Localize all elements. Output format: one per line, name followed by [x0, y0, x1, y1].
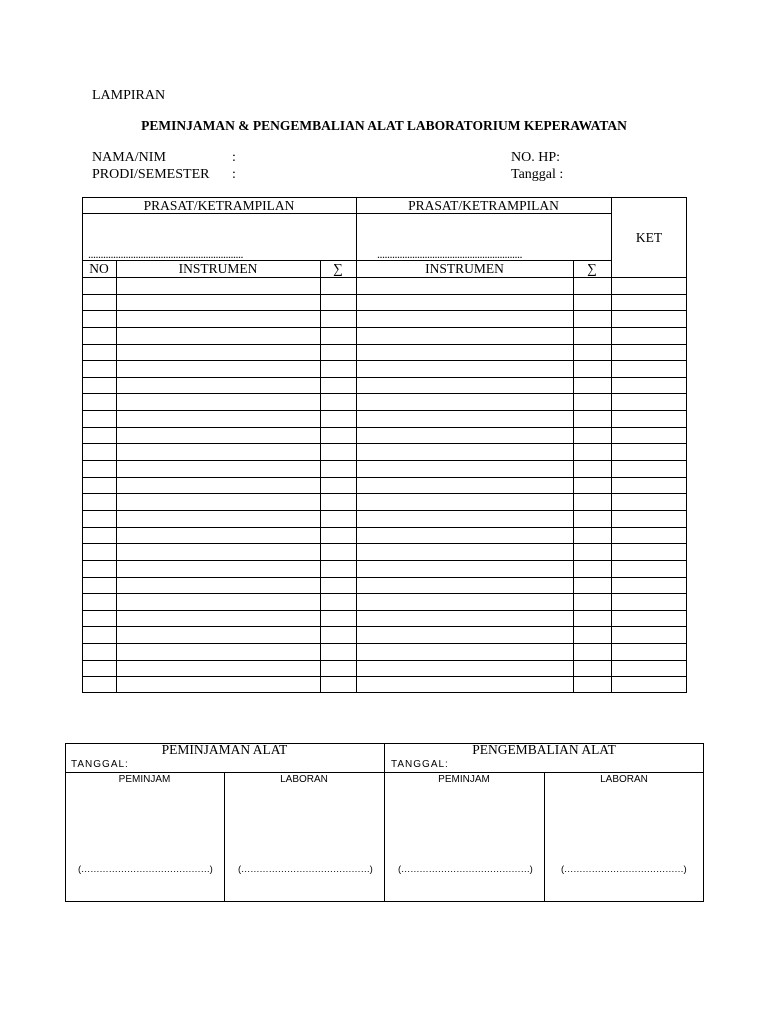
table-row[interactable]	[82, 660, 687, 661]
signature-right-divider	[544, 772, 545, 902]
tanggal-label: Tanggal :	[511, 167, 564, 182]
ket-divider	[611, 197, 612, 693]
col-instrumen-left-label: INSTRUMEN	[178, 261, 258, 276]
col-sum-right-label: ∑	[587, 261, 597, 276]
middle-divider	[356, 197, 357, 693]
prasat-right-field[interactable]: ..........................................................	[377, 249, 522, 259]
col-no-label: NO	[89, 261, 109, 276]
pengembalian-alat-label: PENGEMBALIAN ALAT	[472, 742, 616, 757]
prasat-left-label: PRASAT/KETRAMPILAN	[143, 198, 295, 213]
table-row[interactable]	[82, 477, 687, 478]
peminjaman-alat-label: PEMINJAMAN ALAT	[161, 742, 288, 757]
table-row[interactable]	[82, 610, 687, 611]
table-row[interactable]	[82, 327, 687, 328]
table-row[interactable]	[82, 593, 687, 594]
table-row[interactable]	[82, 626, 687, 627]
signature-table	[65, 743, 704, 902]
signature-peminjam-right[interactable]: (……………………………………)	[398, 864, 533, 875]
prodi-semester-label: PRODI/SEMESTER	[92, 167, 210, 182]
table-row[interactable]	[82, 443, 687, 444]
signature-peminjam-left[interactable]: (……………………………………)	[78, 864, 213, 875]
table-row[interactable]	[82, 643, 687, 644]
laboran-left-label: LABORAN	[280, 774, 328, 785]
column-header-divider-bottom	[82, 277, 687, 278]
tanggal-pengembalian-label: TANGGAL:	[391, 759, 449, 770]
table-row[interactable]	[82, 676, 687, 677]
col-sum-left-label: ∑	[333, 261, 343, 276]
table-row[interactable]	[82, 410, 687, 411]
table-row[interactable]	[82, 377, 687, 378]
peminjam-left-label: PEMINJAM	[118, 774, 171, 785]
table-row[interactable]	[82, 360, 687, 361]
table-row[interactable]	[82, 510, 687, 511]
signature-laboran-right[interactable]: (…………………………………)	[561, 864, 687, 875]
table-row[interactable]	[82, 543, 687, 544]
ket-label: KET	[635, 230, 663, 245]
signature-middle-divider	[384, 743, 385, 902]
table-row[interactable]	[82, 393, 687, 394]
lampiran-label: LAMPIRAN	[92, 88, 166, 103]
prasat-right-label: PRASAT/KETRAMPILAN	[408, 198, 559, 213]
table-row[interactable]	[82, 560, 687, 561]
table-row[interactable]	[82, 310, 687, 311]
signature-laboran-left[interactable]: (……………………………………)	[238, 864, 373, 875]
tanggal-peminjaman-label: TANGGAL:	[71, 759, 129, 770]
table-row[interactable]	[82, 460, 687, 461]
nama-nim-label: NAMA/NIM	[92, 150, 166, 165]
table-row[interactable]	[82, 527, 687, 528]
prasat-left-field[interactable]: ..............................................................	[88, 249, 243, 259]
prodi-semester-colon: :	[232, 167, 236, 182]
table-row[interactable]	[82, 344, 687, 345]
laboran-right-label: LABORAN	[600, 774, 648, 785]
peminjam-right-label: PEMINJAM	[438, 774, 490, 785]
nama-nim-colon: :	[232, 150, 236, 165]
col-instrumen-right-label: INSTRUMEN	[425, 261, 504, 276]
instrument-table	[82, 197, 687, 693]
table-row[interactable]	[82, 294, 687, 295]
no-hp-label: NO. HP:	[511, 150, 561, 165]
table-row[interactable]	[82, 427, 687, 428]
page-title: PEMINJAMAN & PENGEMBALIAN ALAT LABORATORIUM KEPERAWATAN	[141, 118, 627, 133]
signature-left-divider	[224, 772, 225, 902]
table-row[interactable]	[82, 577, 687, 578]
table-row[interactable]	[82, 493, 687, 494]
